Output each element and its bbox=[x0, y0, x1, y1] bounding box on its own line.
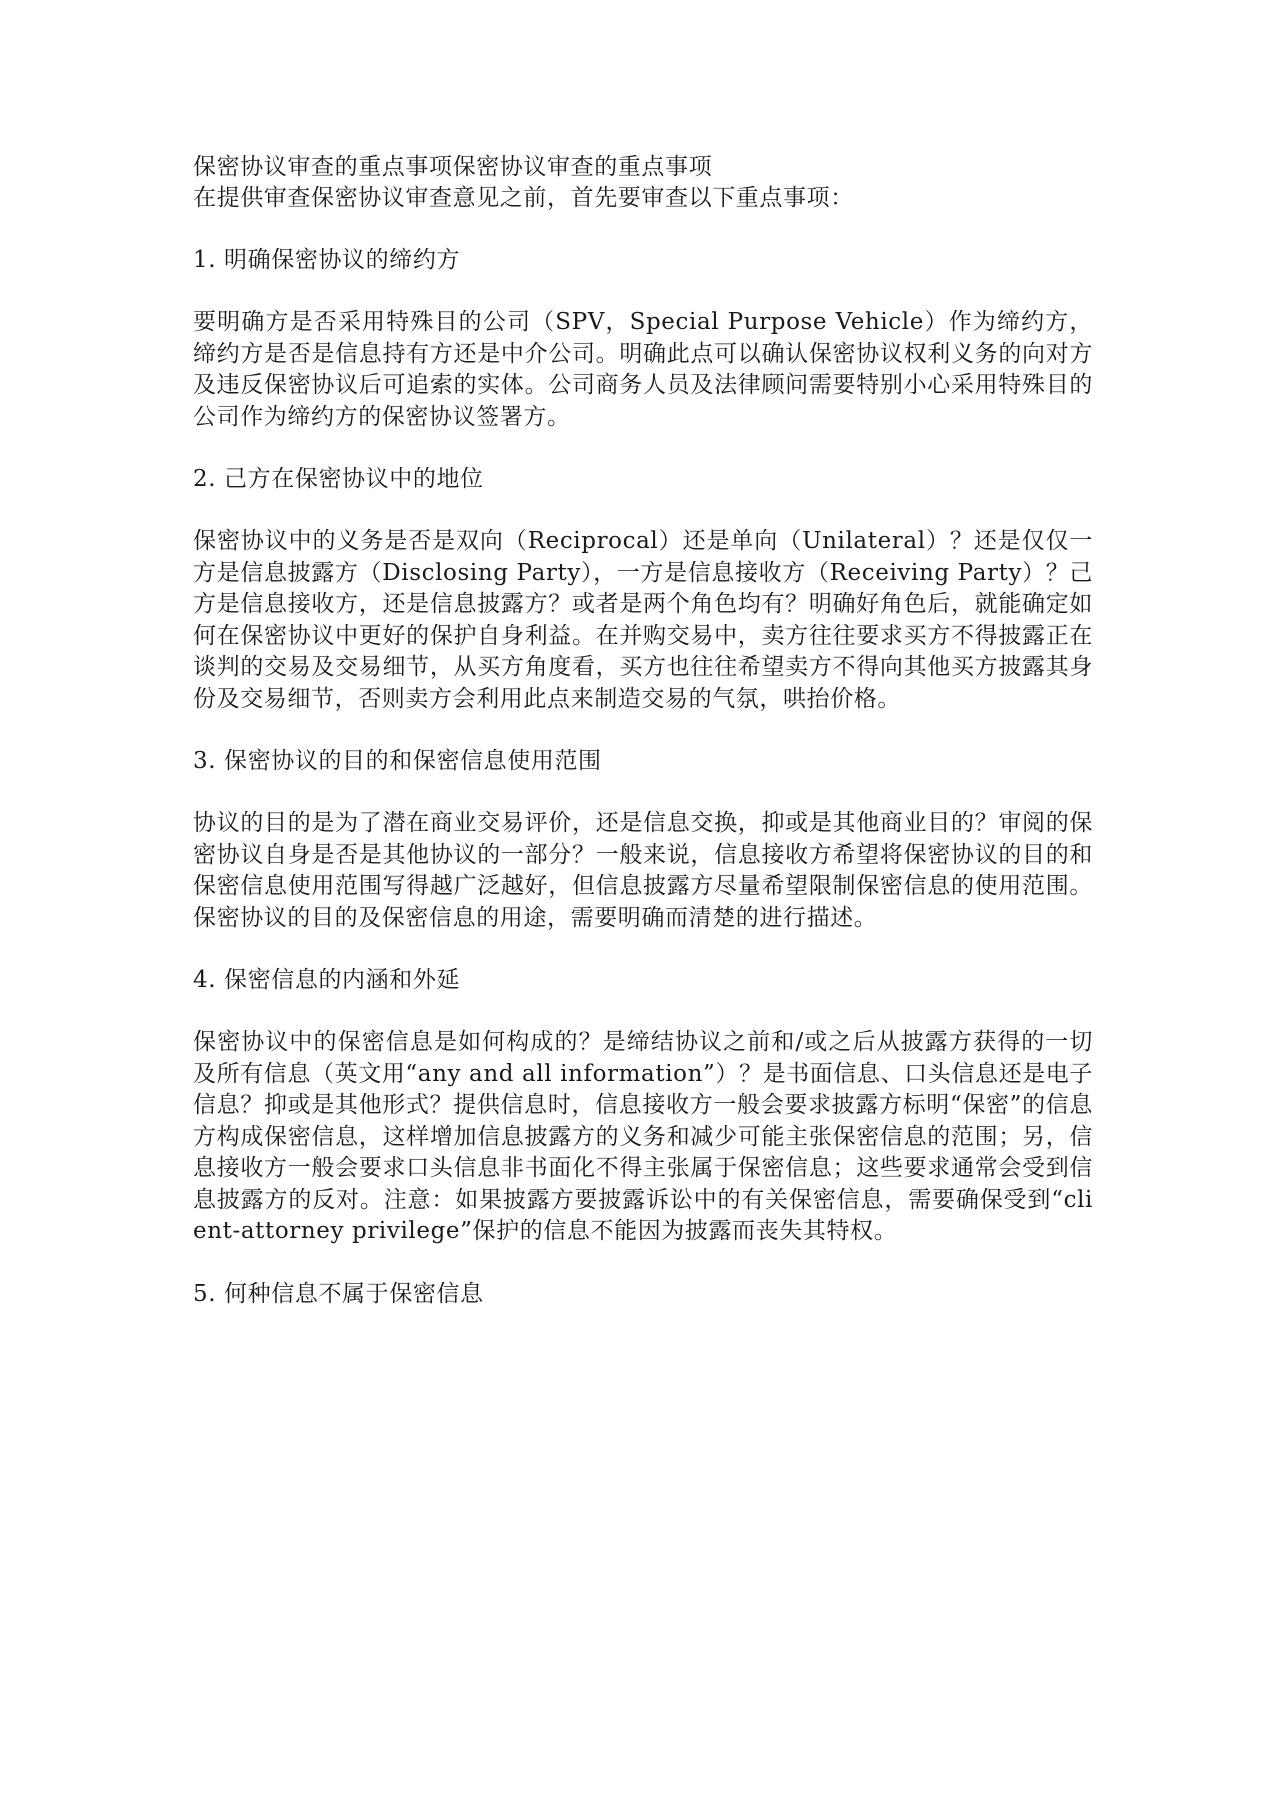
spacer bbox=[193, 433, 1093, 464]
section-body: 保密协议中的保密信息是如何构成的？是缔结协议之前和/或之后从披露方获得的一切及所有信息（英文用“any and all information”）？是书面信息、口头信息还是电子信息？抑或是其他形式？提供信息时，信息接收方一般会要求披露方标明“保密”的信息方构成保密信息，这样增加信息披露方的义务和减少可能主张保密信息的范围；另，信息接收方一般会要求口头信息非书面化不得主张属于保密信息；这些要求通常会受到信息披露方的反对。注意：如果披露方要披露诉讼中的有关保密信息，需要确保受到“client-attorney privilege”保护的信息不能因为披露而丧失其特权。 bbox=[193, 1029, 1093, 1244]
spacer bbox=[193, 934, 1093, 965]
spacer bbox=[193, 214, 1093, 245]
section-heading: 4. 保密信息的内涵和外延 bbox=[193, 967, 461, 993]
section-5 bbox=[193, 1279, 1093, 1310]
section-3 bbox=[193, 746, 1093, 934]
section-2 bbox=[193, 464, 1093, 715]
section-heading: 3. 保密协议的目的和保密信息使用范围 bbox=[193, 748, 602, 774]
section-heading: 5. 何种信息不属于保密信息 bbox=[193, 1280, 484, 1307]
section-heading: 2. 己方在保密协议中的地位 bbox=[193, 466, 484, 492]
section-4 bbox=[193, 965, 1093, 1248]
section-1 bbox=[193, 245, 1093, 433]
spacer bbox=[193, 996, 1093, 1027]
document-title: 保密协议审查的重点事项保密协议审查的重点事项 bbox=[193, 154, 713, 180]
section-body: 协议的目的是为了潜在商业交易评价，还是信息交换，抑或是其他商业目的？审阅的保密协议自身是否是其他协议的一部分？一般来说，信息接收方希望将保密协议的目的和保密信息使用范围写得越广泛越好，但信息披露方尽量希望限制保密信息的使用范围。保密协议的目的及保密信息的用途，需要明确而清楚的进行描述。 bbox=[193, 810, 1093, 931]
spacer bbox=[193, 715, 1093, 746]
section-heading: 1. 明确保密协议的缔约方 bbox=[193, 247, 461, 273]
spacer bbox=[193, 777, 1093, 808]
spacer bbox=[193, 1248, 1093, 1279]
section-body: 保密协议中的义务是否是双向（Reciprocal）还是单向（Unilateral）？还是仅仅一方是信息披露方（Disclosing Party），一方是信息接收方（Receiving Party）？己方是信息接收方，还是信息披露方？或者是两个角色均有？明确好角色后，就能确定如何在保密协议中更好的保护自身利益。在并购交易中，卖方往往要求买方不得披露正在谈判的交易及交易细节，从买方角度看，买方也往往希望卖方不得向其他买方披露其身份及交易细节，否则卖方会利用此点来制造交易的气氛，哄抬价格。 bbox=[193, 528, 1093, 712]
document-intro: 在提供审查保密协议审查意见之前，首先要审查以下重点事项： bbox=[193, 185, 854, 211]
spacer bbox=[193, 495, 1093, 526]
section-body: 要明确方是否采用特殊目的公司（SPV，Special Purpose Vehicle）作为缔约方，缔约方是否是信息持有方还是中介公司。明确此点可以确认保密协议权利义务的向对方及违反保密协议后可追索的实体。公司商务人员及法律顾问需要特别小心采用特殊目的公司作为缔约方的保密协议签署方。 bbox=[193, 309, 1093, 430]
document-page bbox=[193, 152, 1093, 1310]
spacer bbox=[193, 276, 1093, 307]
